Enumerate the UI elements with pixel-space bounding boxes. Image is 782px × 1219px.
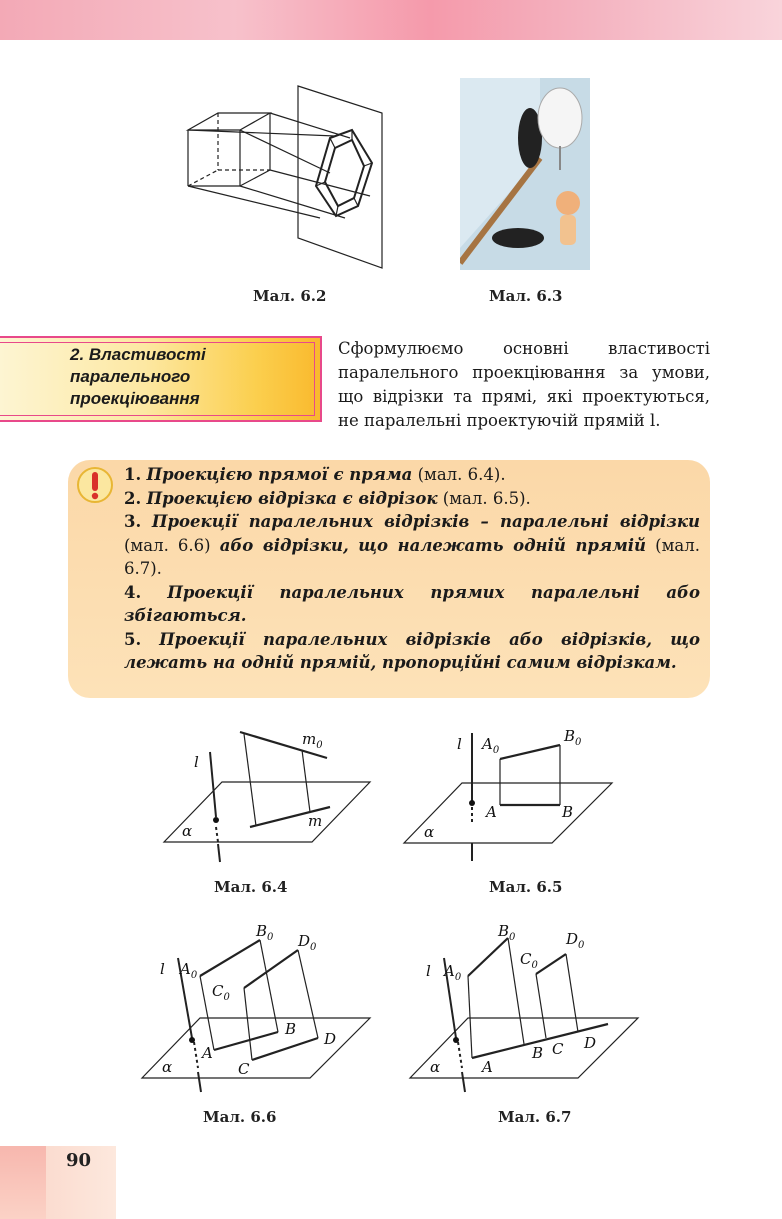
section-title: 2. Властивості паралельного проекціювання xyxy=(70,345,206,408)
property-3: 3. Проекції паралельних відрізків – паралельні відрізки (мал. 6.6) або відрізки, що належать одній прямій (мал. 6.7). xyxy=(124,512,700,578)
label-C: C xyxy=(238,1060,250,1078)
label-C0: $C_0$ xyxy=(212,982,230,1003)
caption-6-2: Мал. 6.2 xyxy=(253,287,327,305)
label-B: B xyxy=(562,803,574,821)
property-2: 2. Проекцією відрізка є відрізок (мал. 6.5). xyxy=(124,488,531,508)
figure-6-5 xyxy=(402,725,614,865)
label-B0: $B_0$ xyxy=(498,922,516,943)
caption-6-5: Мал. 6.5 xyxy=(489,878,563,896)
label-m: m xyxy=(308,812,323,830)
label-A0: $A_0$ xyxy=(444,962,462,983)
caption-6-3: Мал. 6.3 xyxy=(489,287,563,305)
tree-icon xyxy=(538,88,582,148)
figure-6-7 xyxy=(408,920,640,1095)
label-alpha: α xyxy=(182,822,193,840)
page-number: 90 xyxy=(66,1150,92,1171)
label-alpha: α xyxy=(162,1058,173,1076)
child-icon xyxy=(556,191,580,215)
page-corner-decoration xyxy=(0,1146,116,1219)
top-decorative-band xyxy=(0,0,782,40)
property-5: 5. Проекції паралельних відрізків або відрізків, що лежать на одній прямій, пропорційні самим відрізкам. xyxy=(124,629,700,672)
label-A: A xyxy=(486,803,497,821)
label-A0: $A_0$ xyxy=(482,735,500,756)
figure-6-4 xyxy=(162,722,372,867)
label-B0: $B_0$ xyxy=(256,922,274,943)
label-A: A xyxy=(482,1058,493,1076)
label-A: A xyxy=(202,1044,213,1062)
label-D: D xyxy=(584,1034,597,1052)
label-B: B xyxy=(532,1044,544,1062)
label-l: l xyxy=(160,960,165,978)
label-D0: $D_0$ xyxy=(566,930,585,951)
label-l: l xyxy=(457,735,462,753)
caption-6-4: Мал. 6.4 xyxy=(214,878,288,896)
figure-6-6 xyxy=(140,920,372,1095)
label-m0: $m_0$ xyxy=(302,730,323,751)
label-alpha: α xyxy=(430,1058,441,1076)
figure-6-3 xyxy=(460,78,590,270)
section-intro: Сформулюємо основні властивості паралельного проекціювання за умови, що відрізки та прямі, які проектуються, не паралельні проектуючій прямій l. xyxy=(338,339,710,430)
label-C0: $C_0$ xyxy=(520,950,538,971)
caption-6-7: Мал. 6.7 xyxy=(498,1108,572,1126)
child-shadow-icon xyxy=(492,228,544,248)
label-l: l xyxy=(426,962,431,980)
exclamation-icon xyxy=(76,466,114,504)
label-D0: $D_0$ xyxy=(298,932,317,953)
label-C: C xyxy=(552,1040,564,1058)
label-l: l xyxy=(194,753,199,771)
label-alpha: α xyxy=(424,823,435,841)
property-4: 4. Проекції паралельних прямих паралельні або збігаються. xyxy=(124,582,700,625)
figure-6-2 xyxy=(180,78,390,273)
label-B: B xyxy=(285,1020,297,1038)
label-B0: $B_0$ xyxy=(564,727,582,748)
property-1: 1. Проекцією прямої є пряма (мал. 6.4). xyxy=(124,465,506,484)
label-A0: $A_0$ xyxy=(180,960,198,981)
projection-plane xyxy=(298,86,382,268)
label-D: D xyxy=(324,1030,337,1048)
caption-6-6: Мал. 6.6 xyxy=(203,1108,277,1126)
properties-list xyxy=(124,463,700,675)
